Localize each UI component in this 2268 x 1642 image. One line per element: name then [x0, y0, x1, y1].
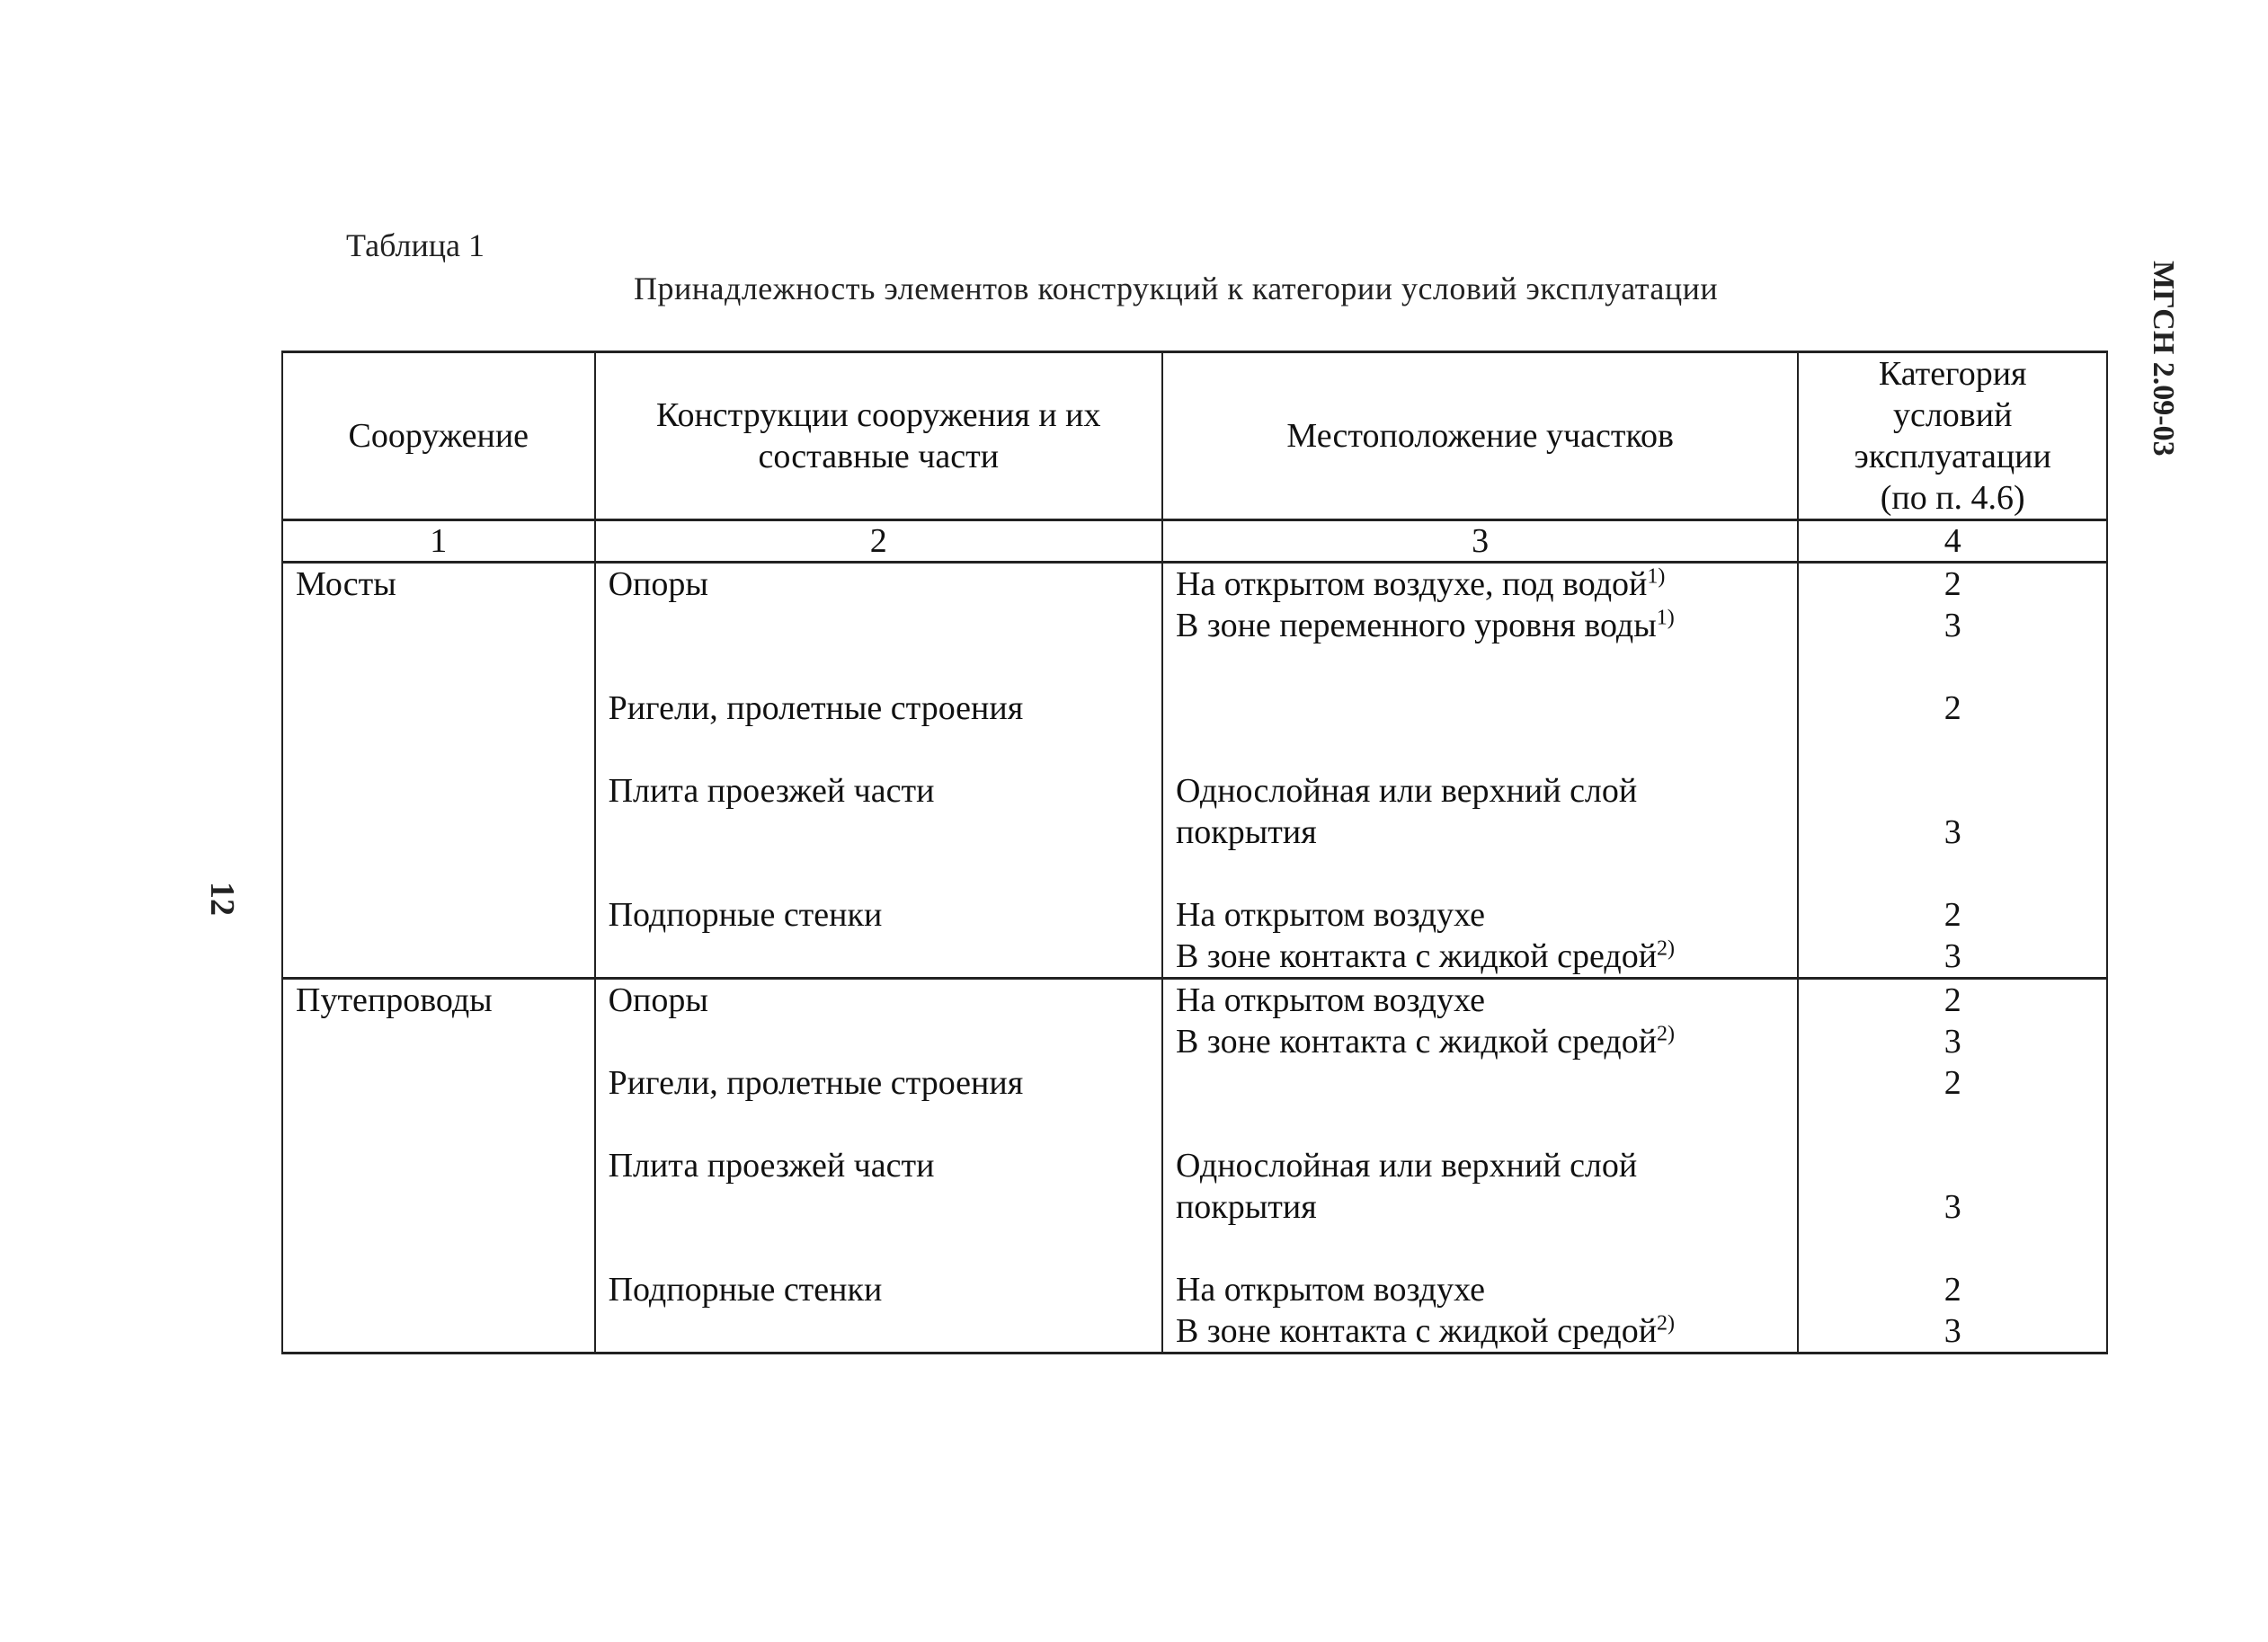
document-code: МГСН 2.09-03: [2147, 261, 2180, 457]
location-text: На открытом воздухе: [1175, 896, 1486, 934]
part-name: Плита проезжей части: [608, 1147, 935, 1185]
category-value: 2: [1943, 1271, 1961, 1309]
footnote-mark: 2): [1657, 1022, 1676, 1046]
category-value: 3: [1943, 1312, 1961, 1350]
table-title: Принадлежность элементов конструкций к категории условий эксплуатации: [634, 271, 1719, 306]
category-value: 3: [1943, 813, 1961, 851]
header-row: [282, 352, 2107, 520]
header-location: Местоположение участков: [1162, 352, 1798, 520]
part-name: Опоры: [608, 565, 708, 603]
location-text: В зоне переменного уровня воды$^{1)}$: [1175, 606, 1675, 644]
location-text: В зоне контакта с жидкой средой$^{2)}$: [1175, 936, 1676, 975]
column-number: 4: [1798, 520, 2107, 563]
part-name: Ригели, пролетные строения: [608, 689, 1024, 727]
header-category: [1798, 352, 2107, 520]
category-value: [1811, 770, 2094, 812]
location-text: В зоне контакта с жидкой средой$^{2)}$: [1175, 1311, 1676, 1350]
footnote-mark: 2): [1657, 936, 1676, 961]
category-value: 3: [1943, 607, 1961, 644]
column-number: 2: [595, 520, 1162, 563]
table-row: [282, 979, 2107, 1354]
part-name: Ригели, пролетные строения: [608, 1064, 1024, 1102]
footnote-mark: 1): [1647, 564, 1666, 589]
category-value: 2: [1943, 565, 1961, 603]
category-value: 3: [1943, 1023, 1961, 1061]
category-cell: [1798, 979, 2107, 1354]
footnote-mark: 2): [1657, 1311, 1676, 1336]
location-text: На открытом воздухе: [1175, 1271, 1486, 1309]
category-value: 2: [1943, 981, 1961, 1019]
parts-cell: [595, 563, 1162, 979]
header-category-line: Категория: [1878, 355, 2027, 393]
location-cell: [1162, 563, 1798, 979]
header-category-line: условий: [1892, 396, 2013, 434]
header-category-line: (по п. 4.6): [1880, 479, 2025, 517]
category-value: 3: [1943, 937, 1961, 975]
location-text: В зоне контакта с жидкой средой$^{2)}$: [1175, 1022, 1676, 1061]
classification-table: [281, 351, 2108, 1354]
column-number: 3: [1162, 520, 1798, 563]
part-name: Плита проезжей части: [608, 772, 935, 810]
column-number: 1: [282, 520, 595, 563]
location-text: покрытия: [1175, 813, 1317, 851]
category-value: 3: [1943, 1188, 1961, 1226]
location-text: На открытом воздухе: [1175, 981, 1486, 1019]
category-value: 2: [1943, 896, 1961, 934]
header-parts-line: составные части: [758, 438, 1000, 475]
column-number-row: [282, 520, 2107, 563]
category-cell: [1798, 563, 2107, 979]
footnote-mark: 1): [1656, 606, 1675, 630]
location-text: Однослойная или верхний слой: [1175, 772, 1638, 810]
category-value: 2: [1943, 689, 1961, 727]
header-category-line: эксплуатации: [1854, 438, 2051, 475]
structure-cell: [282, 979, 595, 1354]
location-text: На открытом воздухе, под водой$^{1)}$: [1175, 564, 1666, 603]
page-number: 12: [203, 882, 241, 916]
location-text: [1176, 688, 1784, 729]
header-parts-line: Конструкции сооружения и их: [655, 396, 1101, 434]
table-caption: Таблица 1: [346, 227, 485, 263]
part-name: Подпорные стенки: [608, 1271, 883, 1309]
category-value: 2: [1943, 1064, 1961, 1102]
part-name: Подпорные стенки: [608, 896, 883, 934]
location-text: Однослойная или верхний слой: [1175, 1147, 1638, 1185]
structure-name: Мосты: [296, 565, 396, 603]
location-text: [1176, 1062, 1784, 1104]
header-parts: [595, 352, 1162, 520]
table-row: [282, 563, 2107, 979]
structure-name: Путепроводы: [296, 981, 493, 1019]
location-cell: [1162, 979, 1798, 1354]
category-value: [1811, 1145, 2094, 1186]
part-name: Опоры: [608, 981, 708, 1019]
location-text: покрытия: [1175, 1188, 1317, 1226]
parts-cell: [595, 979, 1162, 1354]
header-structure: Сооружение: [282, 352, 595, 520]
structure-cell: [282, 563, 595, 979]
